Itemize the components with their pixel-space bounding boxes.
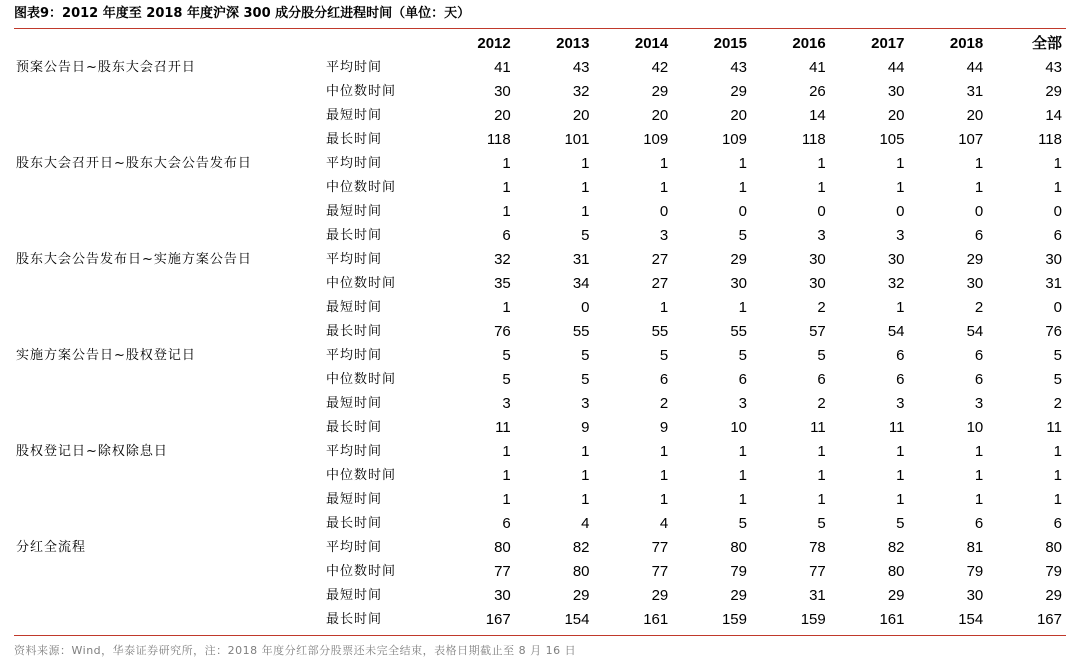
- column-header: 2016: [792, 35, 826, 52]
- segment-label-empty: [14, 200, 326, 224]
- value-cell: 118: [1038, 131, 1062, 148]
- value-cell: 32: [494, 251, 511, 268]
- value-cell: 29: [730, 251, 747, 268]
- table-row: [14, 272, 1066, 296]
- table-row: [14, 440, 1066, 464]
- value-cell: 1: [502, 203, 511, 220]
- value-cell: 11: [888, 419, 905, 436]
- value-cell: 80: [494, 539, 511, 556]
- value-cell: 0: [817, 203, 826, 220]
- value-cell: 5: [581, 371, 590, 388]
- value-cell: 1: [974, 467, 984, 484]
- value-cell: 80: [572, 563, 590, 580]
- value-cell: 159: [721, 611, 747, 628]
- table-row: [14, 80, 1066, 104]
- value-cell: 1: [581, 443, 590, 460]
- value-cell: 20: [887, 107, 905, 124]
- value-cell: 1: [502, 491, 511, 508]
- metric-label: 最短时间: [326, 204, 383, 219]
- value-cell: 80: [730, 539, 747, 556]
- value-cell: 1: [1053, 443, 1062, 460]
- value-cell: 55: [572, 323, 590, 340]
- segment-label-empty: [14, 416, 326, 440]
- value-cell: 1: [817, 491, 826, 508]
- value-cell: 1: [1053, 179, 1062, 196]
- value-cell: 29: [651, 83, 669, 100]
- value-cell: 118: [486, 131, 511, 148]
- table-row: [14, 488, 1066, 512]
- value-cell: 30: [730, 275, 747, 292]
- value-cell: 43: [730, 59, 747, 76]
- title-divider: [14, 28, 1066, 29]
- column-header: 2014: [634, 35, 669, 52]
- value-cell: 1: [738, 467, 747, 484]
- value-cell: 5: [1053, 347, 1062, 364]
- metric-label: 中位数时间: [326, 84, 397, 99]
- value-cell: 11: [810, 419, 826, 436]
- metric-label: 平均时间: [326, 156, 383, 171]
- value-cell: 6: [1053, 515, 1062, 532]
- value-cell: 54: [887, 323, 905, 340]
- value-cell: 167: [1036, 611, 1062, 628]
- table-row: [14, 320, 1066, 344]
- segment-label-empty: [14, 272, 326, 296]
- value-cell: 105: [879, 131, 905, 148]
- segment-label-empty: [14, 488, 326, 512]
- value-cell: 1: [896, 155, 905, 172]
- value-cell: 5: [581, 347, 590, 364]
- value-cell: 1: [659, 299, 669, 316]
- value-cell: 1: [1053, 467, 1062, 484]
- value-cell: 1: [502, 443, 511, 460]
- table-row: [14, 584, 1066, 608]
- table-row: [14, 56, 1066, 80]
- value-cell: 161: [879, 611, 905, 628]
- value-cell: 3: [896, 227, 905, 244]
- metric-label: 中位数时间: [326, 180, 397, 195]
- value-cell: 1: [581, 179, 590, 196]
- metric-label: 最短时间: [326, 588, 383, 603]
- segment-label: 股东大会公告发布日~实施方案公告日: [16, 252, 252, 267]
- value-cell: 11: [495, 419, 511, 436]
- value-cell: 0: [974, 203, 984, 220]
- table-row: [14, 176, 1066, 200]
- value-cell: 5: [817, 515, 826, 532]
- metric-label: 最短时间: [326, 396, 383, 411]
- value-cell: 5: [1053, 371, 1062, 388]
- value-cell: 29: [730, 587, 747, 604]
- value-cell: 6: [896, 371, 905, 388]
- value-cell: 5: [738, 227, 747, 244]
- value-cell: 1: [738, 443, 747, 460]
- segment-label-empty: [14, 80, 326, 104]
- value-cell: 109: [643, 131, 669, 148]
- value-cell: 14: [1045, 107, 1062, 124]
- value-cell: 0: [738, 203, 747, 220]
- value-cell: 30: [887, 83, 905, 100]
- value-cell: 1: [738, 299, 747, 316]
- segment-label: 分红全流程: [16, 540, 87, 555]
- value-cell: 82: [887, 539, 905, 556]
- value-cell: 30: [1045, 251, 1062, 268]
- value-cell: 0: [1053, 203, 1062, 220]
- value-cell: 9: [581, 419, 590, 436]
- value-cell: 31: [1045, 275, 1062, 292]
- value-cell: 54: [966, 323, 984, 340]
- metric-label: 最长时间: [326, 612, 383, 627]
- table-row: [14, 512, 1066, 536]
- value-cell: 1: [659, 491, 669, 508]
- value-cell: 79: [730, 563, 747, 580]
- value-cell: 1: [896, 299, 905, 316]
- column-header: 2015: [713, 35, 747, 52]
- value-cell: 26: [809, 83, 826, 100]
- metric-label: 最长时间: [326, 324, 383, 339]
- segment-label-empty: [14, 176, 326, 200]
- value-cell: 80: [1045, 539, 1062, 556]
- value-cell: 76: [494, 323, 511, 340]
- value-cell: 77: [651, 539, 669, 556]
- value-cell: 5: [502, 371, 511, 388]
- value-cell: 2: [974, 299, 984, 316]
- value-cell: 3: [502, 395, 511, 412]
- value-cell: 29: [966, 251, 984, 268]
- metric-label: 最长时间: [326, 228, 383, 243]
- value-cell: 1: [896, 491, 905, 508]
- metric-label: 中位数时间: [326, 564, 397, 579]
- value-cell: 5: [896, 515, 905, 532]
- value-cell: 1: [896, 443, 905, 460]
- value-cell: 1: [502, 155, 511, 172]
- value-cell: 1: [502, 179, 511, 196]
- value-cell: 101: [564, 131, 590, 148]
- table-row: [14, 344, 1066, 368]
- value-cell: 30: [887, 251, 905, 268]
- value-cell: 32: [887, 275, 905, 292]
- metric-label: 中位数时间: [326, 372, 397, 387]
- segment-label: 股东大会召开日~股东大会公告发布日: [16, 156, 252, 171]
- value-cell: 109: [721, 131, 747, 148]
- value-cell: 6: [659, 371, 669, 388]
- table-row: [14, 392, 1066, 416]
- value-cell: 30: [494, 587, 511, 604]
- value-cell: 20: [966, 107, 984, 124]
- table-row: [14, 368, 1066, 392]
- value-cell: 77: [809, 563, 826, 580]
- column-header: 2012: [477, 35, 511, 52]
- metric-label: 平均时间: [326, 348, 383, 363]
- metric-label: 最短时间: [326, 492, 383, 507]
- value-cell: 11: [1046, 419, 1062, 436]
- column-header: 2017: [871, 35, 905, 52]
- value-cell: 1: [1053, 155, 1062, 172]
- value-cell: 1: [738, 179, 747, 196]
- metric-label: 平均时间: [326, 60, 383, 75]
- value-cell: 35: [494, 275, 511, 292]
- value-cell: 161: [643, 611, 669, 628]
- table-row: [14, 416, 1066, 440]
- value-cell: 1: [659, 155, 669, 172]
- value-cell: 44: [887, 59, 905, 76]
- value-cell: 1: [502, 467, 511, 484]
- value-cell: 1: [817, 443, 826, 460]
- value-cell: 2: [1053, 395, 1062, 412]
- value-cell: 1: [581, 203, 590, 220]
- segment-label-empty: [14, 368, 326, 392]
- value-cell: 6: [502, 227, 511, 244]
- value-cell: 3: [896, 395, 905, 412]
- value-cell: 6: [974, 371, 984, 388]
- value-cell: 3: [974, 395, 984, 412]
- value-cell: 1: [581, 467, 590, 484]
- value-cell: 6: [502, 515, 511, 532]
- segment-label-empty: [14, 392, 326, 416]
- table-row: [14, 248, 1066, 272]
- source-note: 资料来源：Wind，华泰证券研究所，注：2018 年度分红部分股票还未完全结束，表格日期截止至 8 月 16 日: [14, 644, 577, 657]
- table-row: [14, 608, 1066, 632]
- value-cell: 43: [572, 59, 590, 76]
- value-cell: 20: [651, 107, 669, 124]
- value-cell: 6: [896, 347, 905, 364]
- dividend-timing-table: [14, 32, 1066, 632]
- value-cell: 118: [801, 131, 826, 148]
- value-cell: 4: [659, 515, 669, 532]
- value-cell: 6: [974, 227, 984, 244]
- header-blank-segment: [14, 32, 326, 56]
- value-cell: 29: [887, 587, 905, 604]
- value-cell: 41: [809, 59, 826, 76]
- value-cell: 1: [581, 155, 590, 172]
- table-row: [14, 104, 1066, 128]
- value-cell: 30: [809, 275, 826, 292]
- metric-label: 最长时间: [326, 132, 383, 147]
- value-cell: 31: [572, 251, 590, 268]
- segment-label-empty: [14, 512, 326, 536]
- value-cell: 30: [966, 587, 984, 604]
- value-cell: 30: [494, 83, 511, 100]
- value-cell: 2: [817, 395, 826, 412]
- segment-label-empty: [14, 104, 326, 128]
- value-cell: 79: [1045, 563, 1062, 580]
- value-cell: 5: [738, 515, 747, 532]
- value-cell: 167: [485, 611, 511, 628]
- value-cell: 1: [974, 179, 984, 196]
- value-cell: 77: [651, 563, 669, 580]
- value-cell: 27: [651, 275, 669, 292]
- header-row: [14, 32, 1066, 56]
- value-cell: 57: [809, 323, 826, 340]
- value-cell: 29: [651, 587, 669, 604]
- value-cell: 29: [1045, 587, 1062, 604]
- table-row: [14, 560, 1066, 584]
- table-title: 图表9：2012 年度至 2018 年度沪深 300 成分股分红进程时间（单位：天）: [14, 6, 471, 21]
- value-cell: 80: [887, 563, 905, 580]
- segment-label-empty: [14, 464, 326, 488]
- value-cell: 1: [502, 299, 511, 316]
- metric-label: 最短时间: [326, 300, 383, 315]
- value-cell: 32: [572, 83, 590, 100]
- metric-label: 平均时间: [326, 444, 383, 459]
- value-cell: 3: [659, 227, 669, 244]
- segment-label-empty: [14, 296, 326, 320]
- value-cell: 1: [896, 179, 905, 196]
- value-cell: 1: [974, 443, 984, 460]
- table-row: [14, 128, 1066, 152]
- value-cell: 81: [966, 539, 984, 556]
- value-cell: 4: [581, 515, 590, 532]
- value-cell: 6: [738, 371, 747, 388]
- value-cell: 0: [659, 203, 669, 220]
- value-cell: 41: [494, 59, 511, 76]
- value-cell: 3: [817, 227, 826, 244]
- value-cell: 5: [659, 347, 669, 364]
- metric-label: 中位数时间: [326, 276, 397, 291]
- segment-label-empty: [14, 224, 326, 248]
- value-cell: 10: [966, 419, 984, 436]
- metric-label: 中位数时间: [326, 468, 397, 483]
- value-cell: 43: [1045, 59, 1062, 76]
- value-cell: 1: [817, 467, 826, 484]
- column-header: 2013: [556, 35, 590, 52]
- segment-label-empty: [14, 560, 326, 584]
- value-cell: 29: [1045, 83, 1062, 100]
- metric-label: 最短时间: [326, 108, 383, 123]
- value-cell: 6: [974, 515, 984, 532]
- table-body: [14, 56, 1066, 632]
- value-cell: 14: [809, 107, 826, 124]
- value-cell: 79: [966, 563, 984, 580]
- value-cell: 6: [817, 371, 826, 388]
- metric-label: 最长时间: [326, 420, 383, 435]
- value-cell: 42: [651, 59, 669, 76]
- value-cell: 20: [730, 107, 747, 124]
- value-cell: 78: [809, 539, 826, 556]
- value-cell: 76: [1045, 323, 1062, 340]
- segment-label: 实施方案公告日~股权登记日: [16, 348, 196, 363]
- value-cell: 1: [1053, 491, 1062, 508]
- table-row: [14, 464, 1066, 488]
- value-cell: 5: [502, 347, 511, 364]
- value-cell: 31: [966, 83, 984, 100]
- bottom-divider: [14, 635, 1066, 636]
- table-row: [14, 152, 1066, 176]
- value-cell: 9: [659, 419, 669, 436]
- table-row: [14, 296, 1066, 320]
- value-cell: 1: [738, 155, 747, 172]
- value-cell: 1: [817, 179, 826, 196]
- value-cell: 1: [659, 443, 669, 460]
- value-cell: 5: [738, 347, 747, 364]
- segment-label: 股权登记日~除权除息日: [16, 444, 168, 459]
- value-cell: 34: [572, 275, 590, 292]
- value-cell: 1: [974, 155, 984, 172]
- value-cell: 20: [494, 107, 511, 124]
- segment-label-empty: [14, 608, 326, 632]
- value-cell: 2: [659, 395, 669, 412]
- value-cell: 1: [817, 155, 826, 172]
- value-cell: 30: [966, 275, 984, 292]
- value-cell: 77: [494, 563, 511, 580]
- value-cell: 107: [958, 131, 984, 148]
- metric-label: 平均时间: [326, 252, 383, 267]
- value-cell: 1: [896, 467, 905, 484]
- value-cell: 29: [730, 83, 747, 100]
- value-cell: 44: [966, 59, 984, 76]
- value-cell: 55: [651, 323, 669, 340]
- value-cell: 20: [572, 107, 590, 124]
- value-cell: 1: [659, 467, 669, 484]
- value-cell: 159: [800, 611, 826, 628]
- segment-label-empty: [14, 584, 326, 608]
- value-cell: 27: [651, 251, 669, 268]
- column-header: 全部: [1031, 35, 1062, 52]
- value-cell: 0: [896, 203, 905, 220]
- value-cell: 55: [730, 323, 747, 340]
- column-header: 2018: [949, 35, 984, 52]
- value-cell: 154: [958, 611, 984, 628]
- value-cell: 2: [817, 299, 826, 316]
- header-blank-metric: [326, 32, 436, 56]
- table-row: [14, 200, 1066, 224]
- table-row: [14, 224, 1066, 248]
- segment-label-empty: [14, 128, 326, 152]
- value-cell: 6: [1053, 227, 1062, 244]
- value-cell: 1: [974, 491, 984, 508]
- metric-label: 最长时间: [326, 516, 383, 531]
- segment-label: 预案公告日~股东大会召开日: [16, 60, 196, 75]
- value-cell: 1: [738, 491, 747, 508]
- value-cell: 3: [738, 395, 747, 412]
- value-cell: 0: [581, 299, 590, 316]
- value-cell: 6: [974, 347, 984, 364]
- value-cell: 3: [581, 395, 590, 412]
- value-cell: 154: [564, 611, 590, 628]
- metric-label: 平均时间: [326, 540, 383, 555]
- value-cell: 82: [572, 539, 590, 556]
- table-row: [14, 536, 1066, 560]
- segment-label-empty: [14, 320, 326, 344]
- value-cell: 1: [659, 179, 669, 196]
- value-cell: 31: [809, 587, 826, 604]
- value-cell: 1: [581, 491, 590, 508]
- value-cell: 5: [581, 227, 590, 244]
- value-cell: 29: [572, 587, 590, 604]
- value-cell: 0: [1053, 299, 1062, 316]
- value-cell: 30: [809, 251, 826, 268]
- value-cell: 10: [730, 419, 747, 436]
- value-cell: 5: [817, 347, 826, 364]
